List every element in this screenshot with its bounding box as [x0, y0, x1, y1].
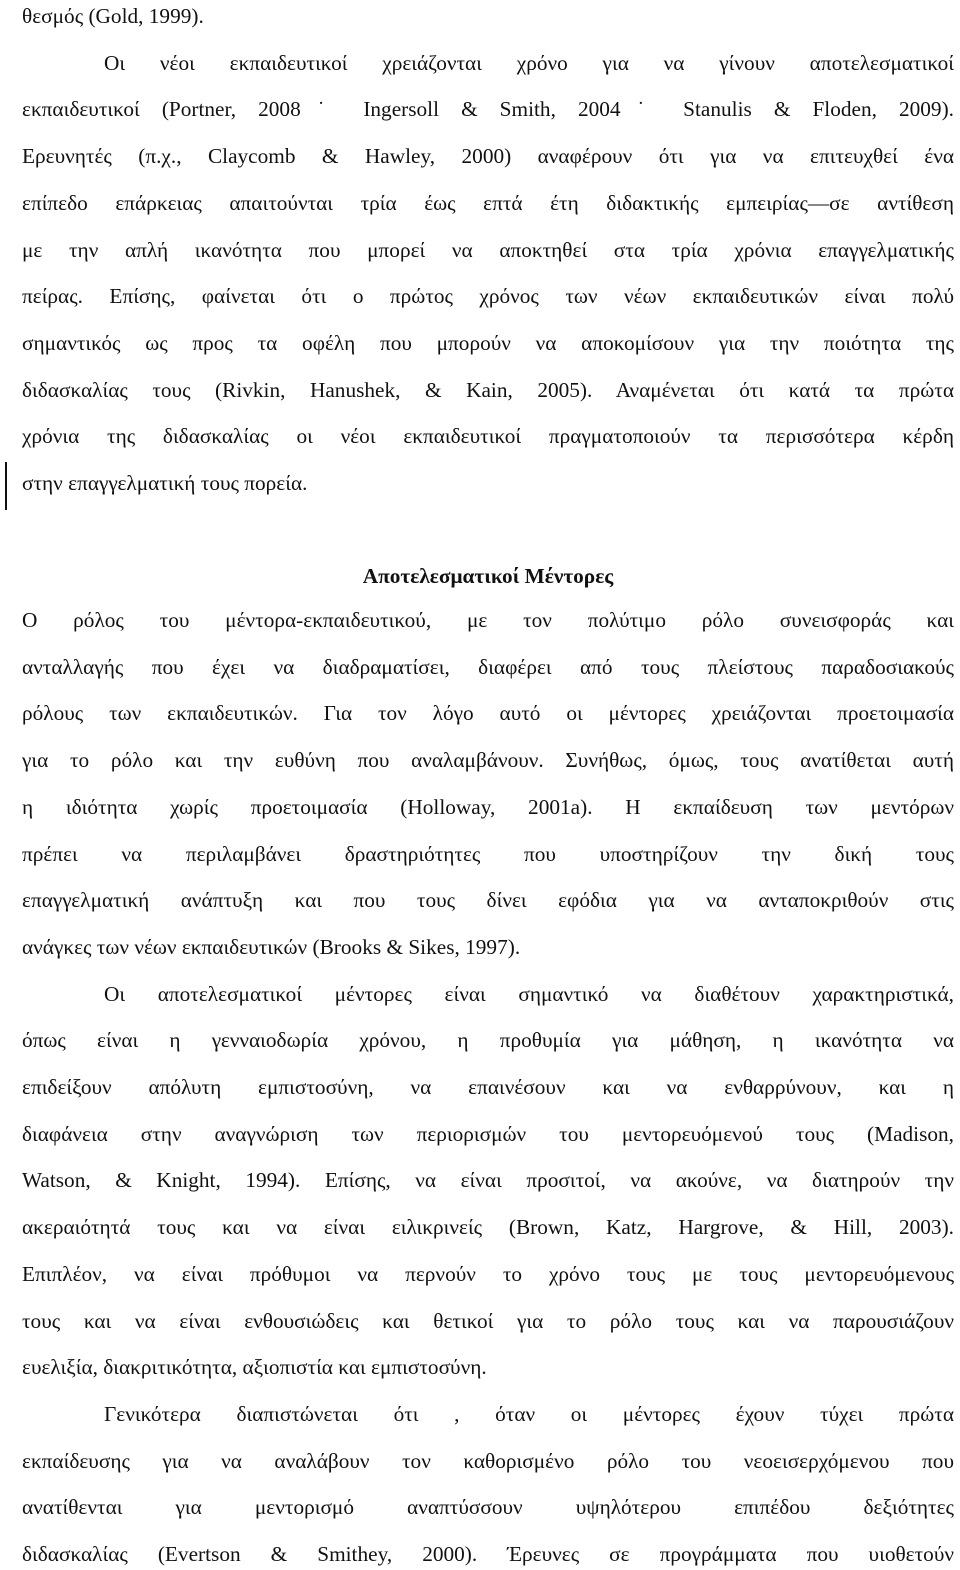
- text-line: όπως είναι η γενναιοδωρία χρόνου, η προθυμία για μάθηση, η ικανότητα να: [22, 1028, 954, 1053]
- text-line: ευελιξία, διακριτικότητα, αξιοπιστία και εμπιστοσύνη.: [22, 1355, 487, 1380]
- text-line: σημαντικός ως προς τα οφέλη που μπορούν να αποκομίσουν για την ποιότητα της: [22, 330, 954, 355]
- text-line: Οι αποτελεσματικοί μέντορες είναι σημαντικό να διαθέτουν χαρακτηριστικά,: [104, 981, 954, 1006]
- text-line: ρόλους των εκπαιδευτικών. Για τον λόγο αυτό οι μέντορες χρειάζονται προετοιμασία: [22, 701, 954, 726]
- text-line: επίπεδο επάρκειας απαιτούνται τρία έως επτά έτη διδακτικής εμπειρίας—σε αντίθεση: [22, 190, 954, 215]
- text-line: διαφάνεια στην αναγνώριση των περιορισμών του μεντορευόμενού τους (Madison,: [22, 1121, 954, 1146]
- text-line: επιδείξουν απόλυτη εμπιστοσύνη, να επαινέσουν και να ενθαρρύνουν, και η: [22, 1075, 954, 1099]
- text-line: διδασκαλίας τους (Rivkin, Hanushek, & Kain, 2005). Αναμένεται ότι κατά τα πρώτα: [22, 377, 954, 402]
- text-line: πείρας. Επίσης, φαίνεται ότι ο πρώτος χρόνος των νέων εκπαιδευτικών είναι πολύ: [22, 284, 954, 309]
- section-heading: Αποτελεσματικοί Μέντορες: [362, 564, 614, 588]
- text-line: με την απλή ικανότητα που μπορεί να αποκτηθεί στα τρία χρόνια επαγγελματικής: [22, 237, 954, 262]
- text-line: Watson, & Knight, 1994). Επίσης, να είναι προσιτοί, να ακούνε, να διατηρούν την: [22, 1168, 954, 1193]
- text-line: Γενικότερα διαπιστώνεται ότι , όταν οι μέντορες έχουν τύχει πρώτα: [104, 1401, 954, 1426]
- text-line: για το ρόλο και την ευθύνη που αναλαμβάνουν. Συνήθως, όμως, τους ανατίθεται αυτή: [22, 748, 954, 773]
- text-line: εκπαίδευσης για να αναλάβουν τον καθορισμένο ρόλο του νεοεισερχόμενου που: [22, 1448, 954, 1473]
- text-line: διδασκαλίας (Evertson & Smithey, 2000). Έρευνες σε προγράμματα που υιοθετούν: [22, 1542, 954, 1566]
- text-line: εκπαιδευτικοί (Portner, 2008˙ Ingersoll & Smith, 2004˙ Stanulis & Floden, 2009).: [22, 97, 954, 122]
- text-line: Οι νέοι εκπαιδευτικοί χρειάζονται χρόνο για να γίνουν αποτελεσματικοί: [104, 50, 954, 75]
- text-line: θεσμός (Gold, 1999).: [22, 4, 204, 28]
- text-line: ανάγκες των νέων εκπαιδευτικών (Brooks & Sikes, 1997).: [22, 934, 521, 959]
- text-line: επαγγελματική ανάπτυξη και που τους δίνει εφόδια για να ανταποκριθούν στις: [22, 888, 954, 913]
- text-line: ανταλλαγής που έχει να διαδραματίσει, διαφέρει από τους πλείστους παραδοσιακούς: [22, 654, 954, 679]
- text-line: τους και να είναι ενθουσιώδεις και θετικοί για το ρόλο τους και να παρουσιάζουν: [22, 1308, 954, 1333]
- revision-change-bar: [5, 462, 7, 510]
- text-line: χρόνια της διδασκαλίας οι νέοι εκπαιδευτικοί πραγματοποιούν τα περισσότερα κέρδη: [22, 424, 954, 449]
- text-line: ακεραιότητά τους και να είναι ειλικρινείς (Brown, Katz, Hargrove, & Hill, 2003).: [22, 1215, 954, 1240]
- text-line: στην επαγγελματική τους πορεία.: [22, 471, 308, 495]
- text-line: πρέπει να περιλαμβάνει δραστηριότητες που υποστηρίζουν την δική τους: [22, 841, 954, 866]
- text-line: Ο ρόλος του μέντορα-εκπαιδευτικού, με τον πολύτιμο ρόλο συνεισφοράς και: [22, 608, 954, 632]
- text-line: Επιπλέον, να είναι πρόθυμοι να περνούν το χρόνο τους με τους μεντορευόμενους: [22, 1261, 954, 1286]
- text-line: η ιδιότητα χωρίς προετοιμασία (Holloway, 2001a). Η εκπαίδευση των μεντόρων: [22, 794, 954, 819]
- text-line: ανατίθενται για μεντορισμό αναπτύσσουν υψηλότερου επιπέδου δεξιότητες: [22, 1495, 954, 1520]
- text-line: Ερευνητές (π.χ., Claycomb & Hawley, 2000) αναφέρουν ότι για να επιτευχθεί ένα: [22, 144, 954, 169]
